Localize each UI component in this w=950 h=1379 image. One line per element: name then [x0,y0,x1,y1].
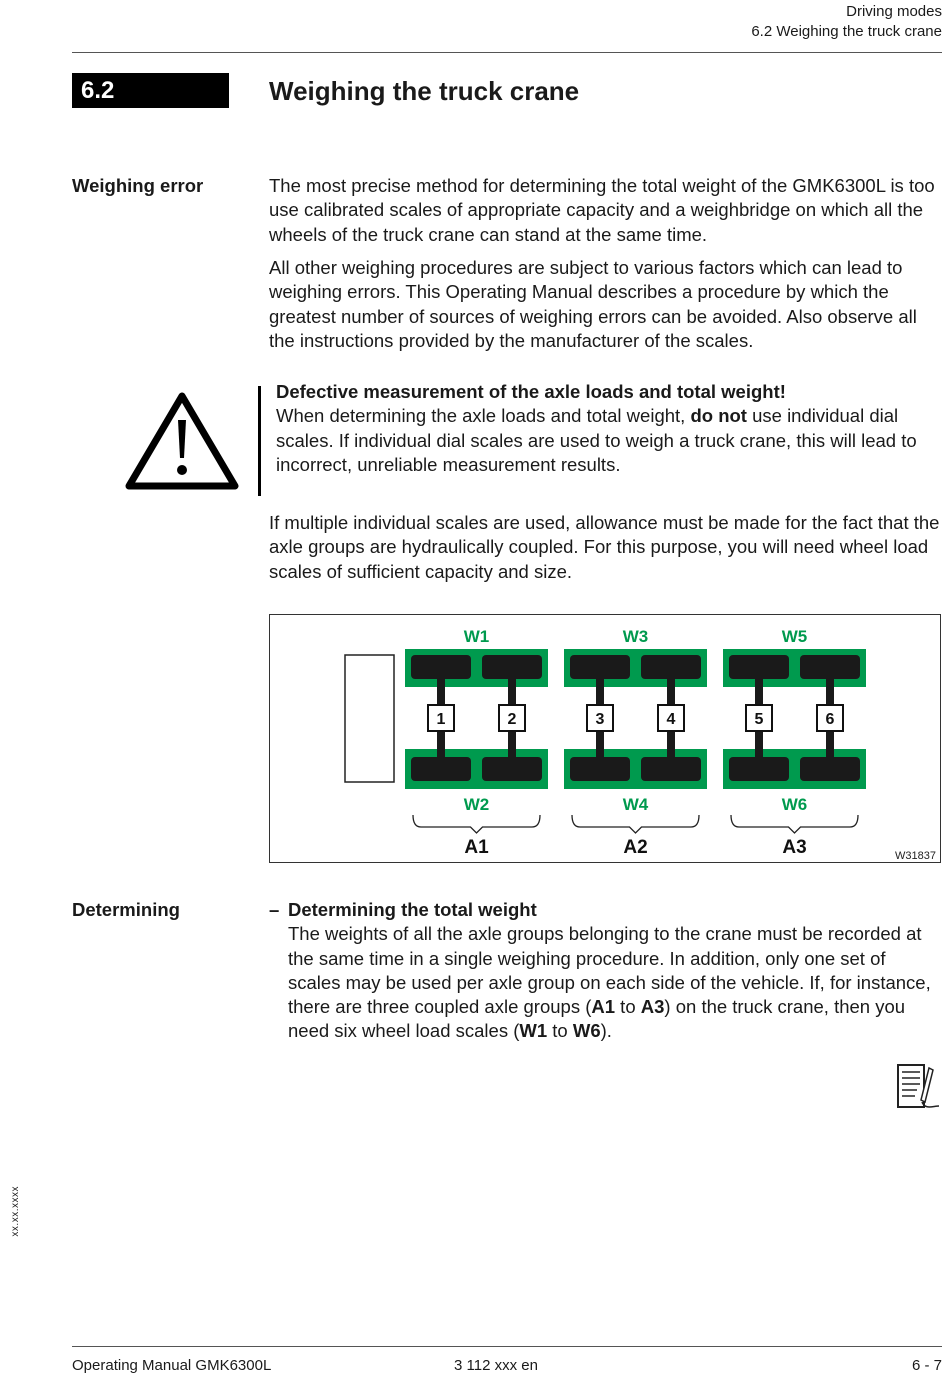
scale-label-bottom: W4 [622,795,649,814]
wheel-top [570,655,630,679]
axle-scale-diagram [269,614,941,863]
group-bracket [413,815,540,833]
multiple-scales-paragraph: If multiple individual scales are used, allowance must be made for the fact that the axle groups are hydraulically coupled. For this purpose, you will need wheel load scales of sufficient capacity and size. [269,512,940,582]
wheel-top [411,655,471,679]
group-bracket [731,815,858,833]
warning-heading: Defective measurement of the axle loads and total weight! [276,381,786,402]
warning-box [276,380,948,477]
notepad-with-pen-icon [895,1062,943,1112]
weighing-error-paragraph-2: All other weighing procedures are subject to various factors which can lead to weighing errors. This Operating Manual describes a procedure by which the greatest number of sources of weighing errors can be avoided. Also observe all the instructions provided by the manufacturer of the scales. [269,257,917,351]
wheel-bottom [729,757,789,781]
wheel-bottom [411,757,471,781]
axle-scale-svg [270,615,942,864]
axle-group-label: A1 [464,837,489,858]
wheel-top [729,655,789,679]
scale-label-bottom: W6 [781,795,808,814]
header-chapter: Driving modes [846,3,942,20]
footer-manual: Operating Manual GMK6300L [72,1357,272,1374]
determining-heading: Determining the total weight [288,899,537,920]
wheel-top [800,655,860,679]
wheel-top [641,655,701,679]
page-title: Weighing the truck crane [269,76,580,106]
footer-divider [72,1346,942,1347]
determining-block [288,898,938,1044]
weighing-error-paragraph-1: The most precise method for determining the total weight of the GMK6300L is too use calibrated scales of appropriate capacity and a weighbridge on which all the wheels of the truck crane can stand at the same time. [269,175,935,245]
determining-text: The weights of all the axle groups belonging to the crane must be recorded at the same time in a single weighing procedure. In addition, only one set of scales may be used per axle group on each side of the vehicle. If, for instance, there are three coupled axle groups (A1 to A3) on the truck crane, then you need six wheel load scales (W1 to W6). [288,923,931,1042]
wheel-bottom [800,757,860,781]
wheel-bottom [641,757,701,781]
header-divider [72,52,942,53]
wheel-bottom [570,757,630,781]
determining-label: Determining [72,899,180,920]
group-bracket [572,815,699,833]
footer-page-number: 6 - 7 [911,1357,942,1374]
axle-group-label: A2 [623,837,648,858]
section-number: 6.2 [72,73,229,108]
scale-label-top: W5 [781,627,808,646]
axle-number: 2 [507,711,517,728]
axle-number: 5 [754,711,764,728]
scale-label-bottom: W2 [463,795,490,814]
axle-number: 1 [436,711,446,728]
scale-label-top: W1 [463,627,490,646]
weighing-error-label: Weighing error [72,175,204,196]
header-section: 6.2 Weighing the truck crane [751,23,942,40]
axle-number: 6 [825,711,835,728]
list-dash: – [269,899,280,920]
scale-label-top: W3 [622,627,649,646]
warning-bar [258,386,261,496]
wheel-top [482,655,542,679]
warning-triangle-icon [125,390,240,492]
cab-outline [345,655,394,782]
figure-code: W31837 [895,850,936,862]
side-code: xx.xx.xxxx [10,1186,21,1237]
axle-group-label: A3 [782,837,807,858]
footer-doc-number: 3 112 xxx en [454,1357,538,1374]
axle-number: 3 [595,711,605,728]
wheel-bottom [482,757,542,781]
warning-text: When determining the axle loads and total weight, do not use individual dial scales. If individual dial scales are used to weigh a truck crane, this will lead to incorrect, unreliable measurement results. [276,405,917,475]
axle-number: 4 [666,711,676,728]
